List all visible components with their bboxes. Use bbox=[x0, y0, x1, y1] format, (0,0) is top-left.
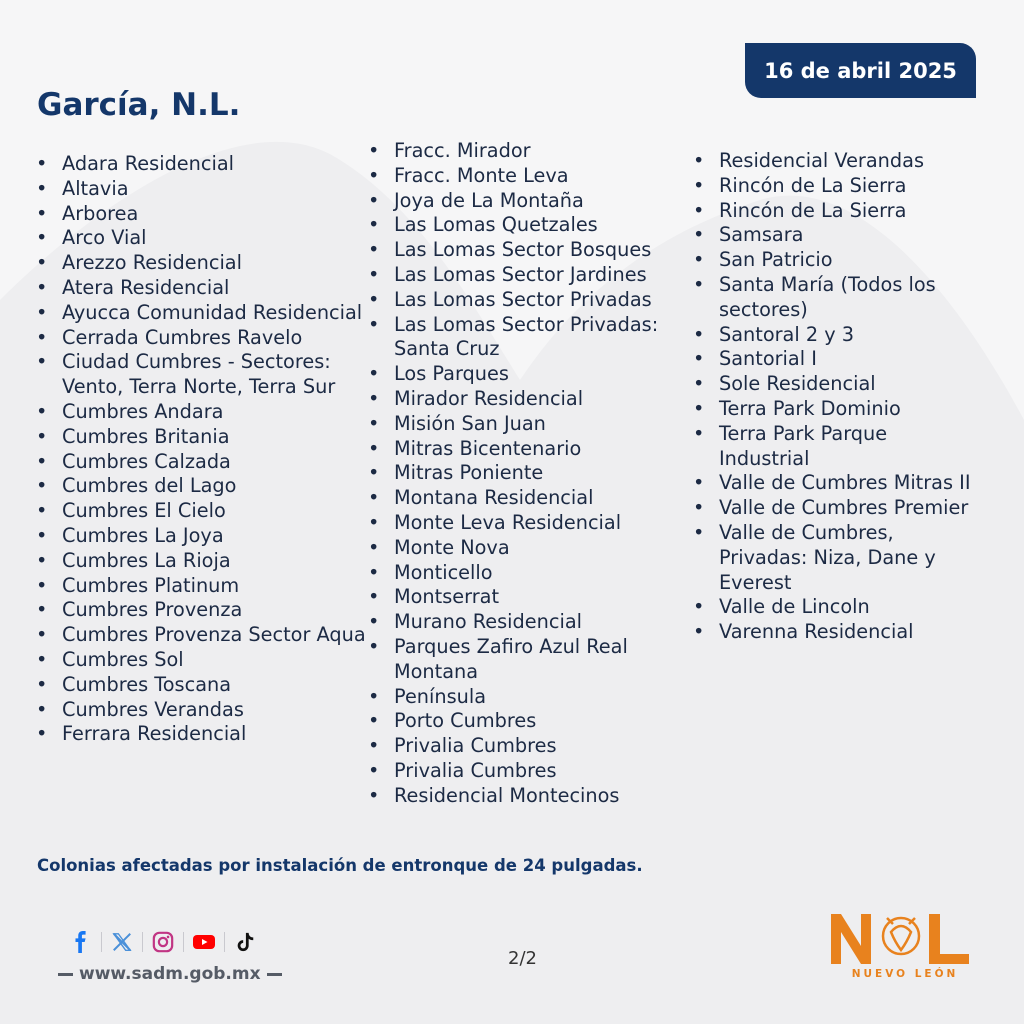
colonia-item: • Samsara bbox=[693, 223, 983, 248]
colonia-item: • Residencial Verandas bbox=[693, 149, 983, 174]
affected-note: Colonias afectadas por instalación de entronque de 24 pulgadas. bbox=[37, 856, 643, 875]
colonia-item: • Valle de Lincoln bbox=[693, 595, 983, 620]
colonias-column-1 bbox=[36, 152, 366, 747]
colonia-item: • Terra Park Parque Industrial bbox=[693, 422, 983, 472]
separator bbox=[101, 932, 102, 952]
colonia-item: • Arezzo Residencial bbox=[36, 251, 366, 276]
colonia-item: • Santorial I bbox=[693, 347, 983, 372]
colonia-item: • Montana Residencial bbox=[368, 486, 688, 511]
colonia-item: • Cumbres Toscana bbox=[36, 673, 366, 698]
colonia-item: • Monte Leva Residencial bbox=[368, 511, 688, 536]
colonia-item: • Cerrada Cumbres Ravelo bbox=[36, 326, 366, 351]
dash-right bbox=[267, 973, 282, 976]
page-number: 2/2 bbox=[508, 948, 537, 969]
colonia-item: • Las Lomas Sector Jardines bbox=[368, 263, 688, 288]
colonia-item: • Arco Vial bbox=[36, 226, 366, 251]
colonia-item: • Cumbres La Joya bbox=[36, 524, 366, 549]
separator bbox=[142, 932, 143, 952]
colonia-item: • Valle de Cumbres, Privadas: Niza, Dane y Everest bbox=[693, 521, 983, 595]
colonia-item: • Valle de Cumbres Mitras II bbox=[693, 471, 983, 496]
colonia-item: • Montserrat bbox=[368, 585, 688, 610]
colonia-item: • Las Lomas Sector Privadas: Santa Cruz bbox=[368, 313, 688, 363]
colonia-item: • Atera Residencial bbox=[36, 276, 366, 301]
colonia-item: • Mitras Poniente bbox=[368, 461, 688, 486]
colonia-item: • Las Lomas Sector Bosques bbox=[368, 238, 688, 263]
tiktok-icon[interactable] bbox=[232, 929, 258, 955]
colonia-item: • Cumbres Provenza Sector Aqua bbox=[36, 623, 366, 648]
colonia-item: • Privalia Cumbres bbox=[368, 759, 688, 784]
website-text: www.sadm.gob.mx bbox=[79, 964, 261, 984]
colonia-item: • Península bbox=[368, 685, 688, 710]
colonia-item: • Santoral 2 y 3 bbox=[693, 323, 983, 348]
logo-text: NUEVO LEÓN bbox=[851, 968, 959, 980]
colonia-item: • Cumbres Sol bbox=[36, 648, 366, 673]
separator bbox=[224, 932, 225, 952]
colonia-item: • Residencial Montecinos bbox=[368, 784, 688, 809]
colonia-item: • Joya de La Montaña bbox=[368, 189, 688, 214]
colonia-item: • Arborea bbox=[36, 202, 366, 227]
x-icon[interactable] bbox=[109, 929, 135, 955]
colonia-item: • Cumbres Platinum bbox=[36, 574, 366, 599]
colonia-item: • Varenna Residencial bbox=[693, 620, 983, 645]
colonia-item: • Cumbres Calzada bbox=[36, 450, 366, 475]
colonia-item: • Rincón de La Sierra bbox=[693, 199, 983, 224]
colonia-item: • San Patricio bbox=[693, 248, 983, 273]
colonia-item: • Cumbres La Rioja bbox=[36, 549, 366, 574]
colonia-item: • Adara Residencial bbox=[36, 152, 366, 177]
colonia-item: • Cumbres Provenza bbox=[36, 598, 366, 623]
separator bbox=[183, 932, 184, 952]
colonia-item: • Terra Park Dominio bbox=[693, 397, 983, 422]
page-title: García, N.L. bbox=[37, 87, 241, 123]
date-badge: 16 de abril 2025 bbox=[745, 43, 976, 98]
instagram-icon[interactable] bbox=[150, 929, 176, 955]
colonia-item: • Privalia Cumbres bbox=[368, 734, 688, 759]
colonia-item: • Monte Nova bbox=[368, 536, 688, 561]
facebook-icon[interactable] bbox=[68, 929, 94, 955]
colonia-item: • Ayucca Comunidad Residencial bbox=[36, 301, 366, 326]
colonia-item: • Parques Zafiro Azul Real Montana bbox=[368, 635, 688, 685]
colonia-item: • Porto Cumbres bbox=[368, 709, 688, 734]
colonia-item: • Ciudad Cumbres - Sectores: Vento, Terra Norte, Terra Sur bbox=[36, 350, 366, 400]
colonia-item: • Fracc. Mirador bbox=[368, 139, 688, 164]
colonia-item: • Fracc. Monte Leva bbox=[368, 164, 688, 189]
colonia-item: • Monticello bbox=[368, 561, 688, 586]
colonia-item: • Rincón de La Sierra bbox=[693, 174, 983, 199]
colonia-item: • Cumbres El Cielo bbox=[36, 499, 366, 524]
colonias-column-3 bbox=[693, 149, 983, 645]
colonia-item: • Mirador Residencial bbox=[368, 387, 688, 412]
colonia-item: • Los Parques bbox=[368, 362, 688, 387]
youtube-icon[interactable] bbox=[191, 929, 217, 955]
colonia-item: • Cumbres Britania bbox=[36, 425, 366, 450]
colonia-item: • Valle de Cumbres Premier bbox=[693, 496, 983, 521]
colonia-item: • Altavia bbox=[36, 177, 366, 202]
colonia-item: • Murano Residencial bbox=[368, 610, 688, 635]
social-links bbox=[68, 929, 258, 955]
colonia-item: • Cumbres Andara bbox=[36, 400, 366, 425]
colonia-item: • Las Lomas Sector Privadas bbox=[368, 288, 688, 313]
colonias-column-2 bbox=[368, 139, 688, 809]
colonia-item: • Ferrara Residencial bbox=[36, 722, 366, 747]
colonia-item: • Cumbres Verandas bbox=[36, 698, 366, 723]
colonia-item: • Misión San Juan bbox=[368, 412, 688, 437]
colonia-item: • Sole Residencial bbox=[693, 372, 983, 397]
colonia-item: • Cumbres del Lago bbox=[36, 474, 366, 499]
website-link[interactable] bbox=[52, 964, 288, 984]
dash-left bbox=[58, 973, 73, 976]
colonia-item: • Las Lomas Quetzales bbox=[368, 213, 688, 238]
colonia-item: • Santa María (Todos los sectores) bbox=[693, 273, 983, 323]
colonia-item: • Mitras Bicentenario bbox=[368, 437, 688, 462]
